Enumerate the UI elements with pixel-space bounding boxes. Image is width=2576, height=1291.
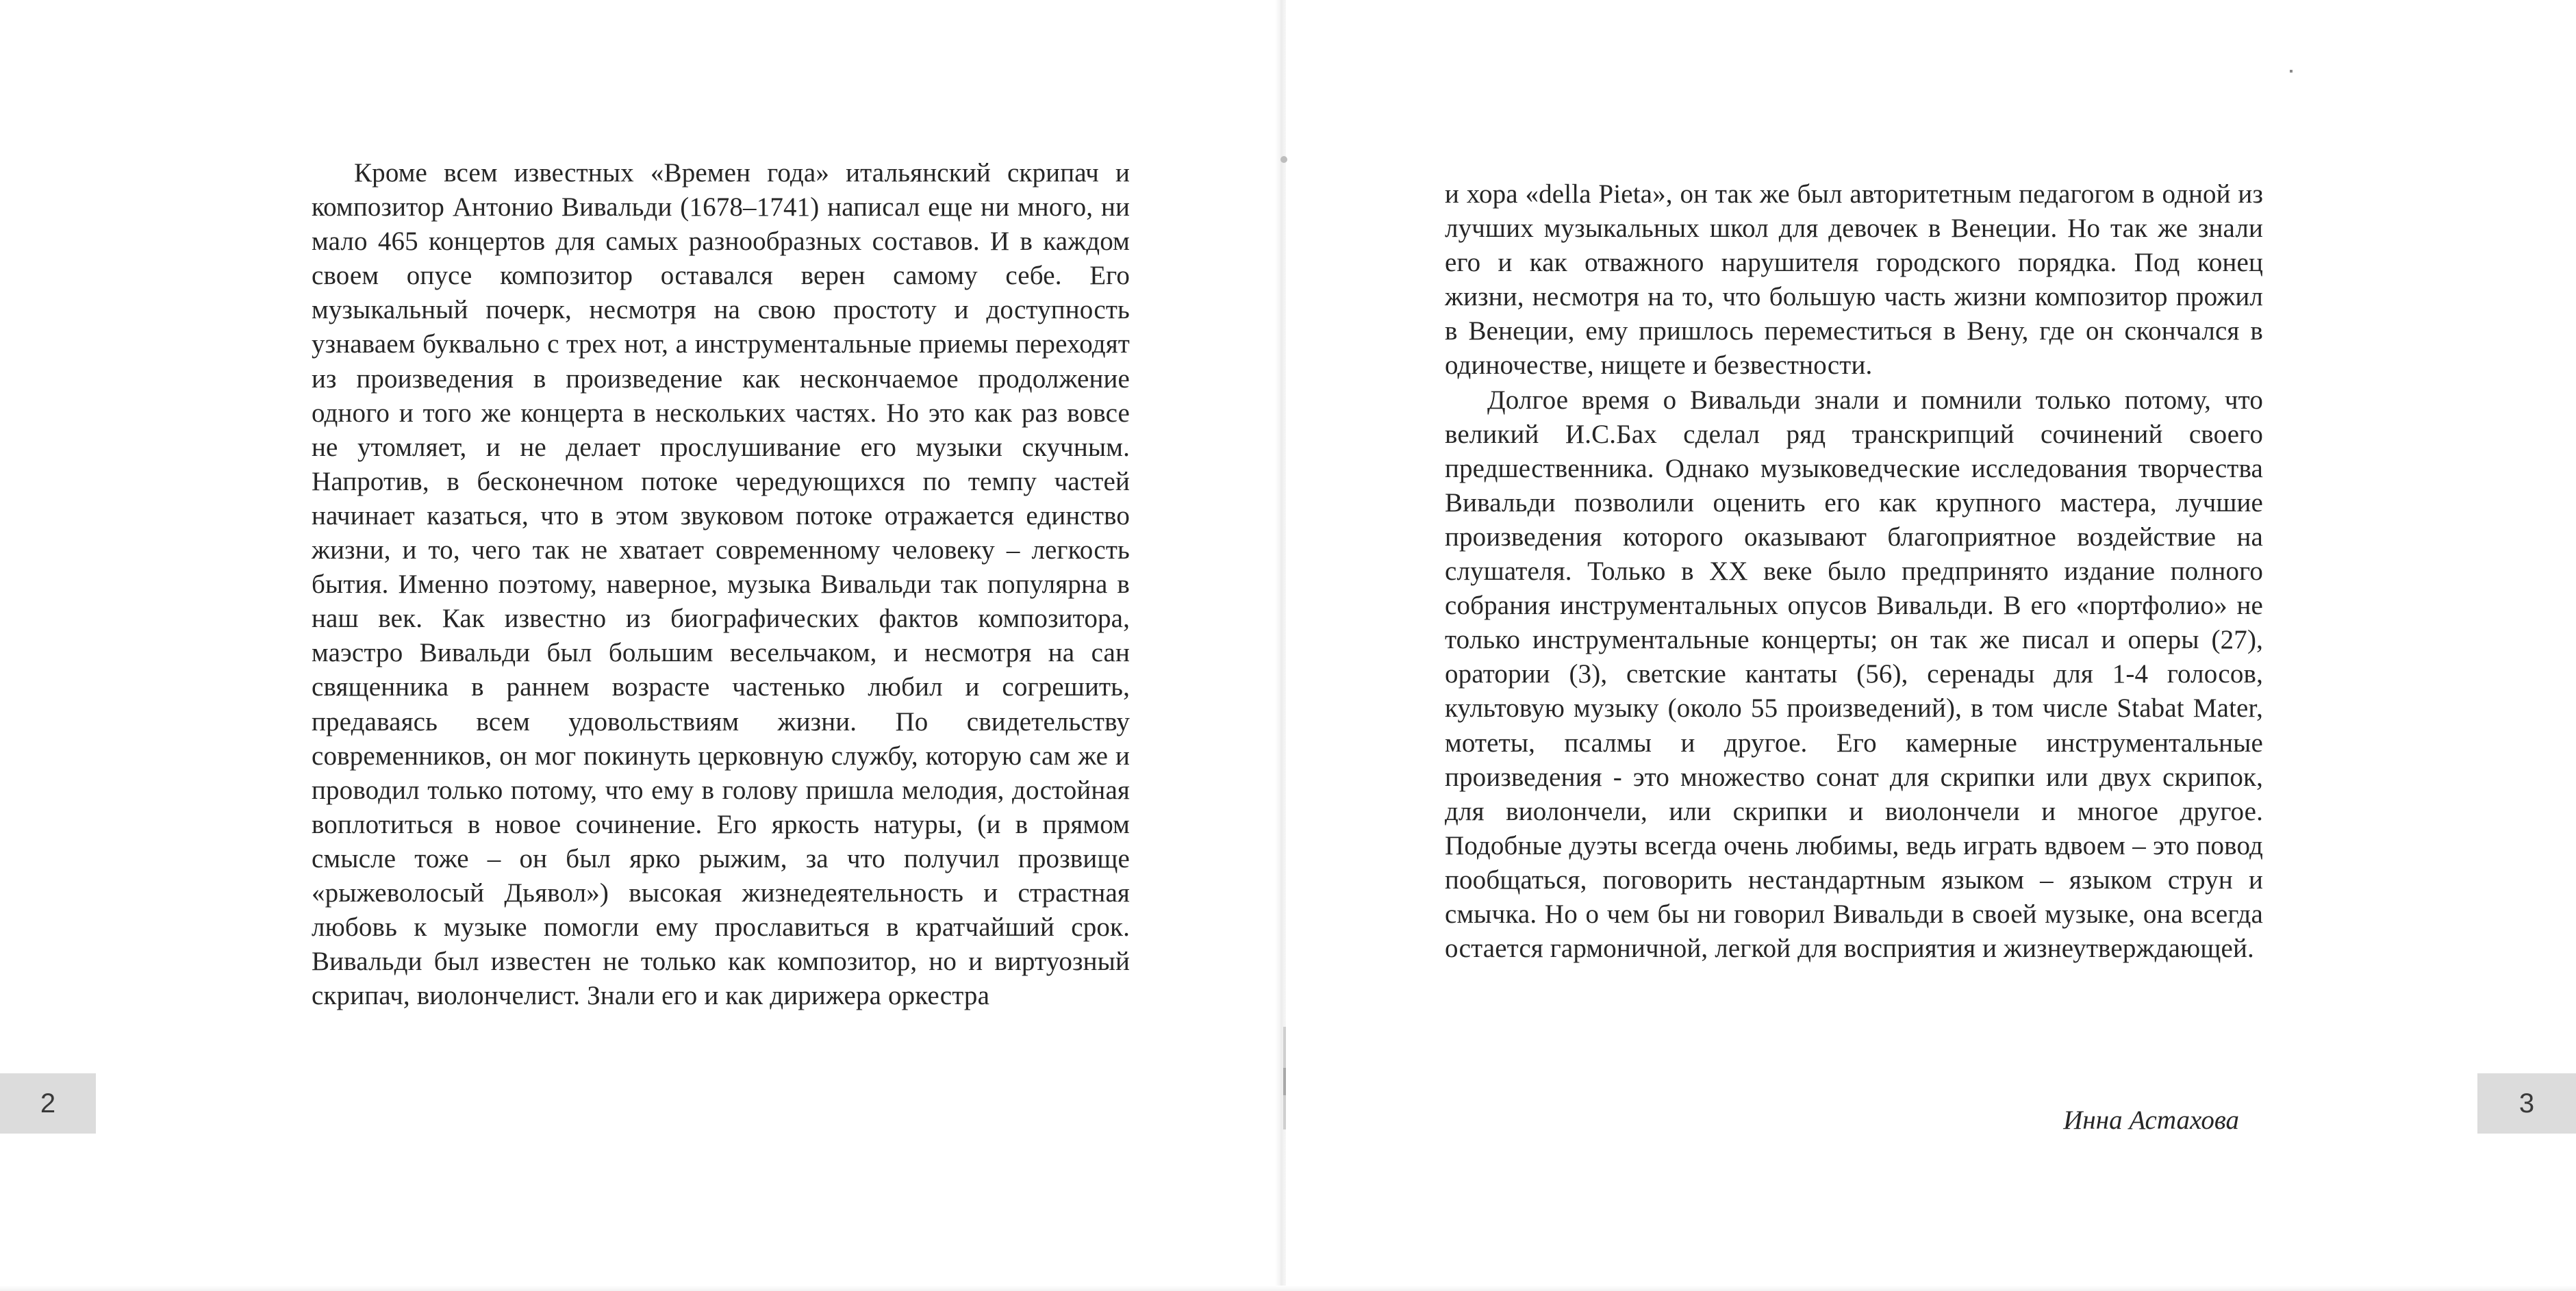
gutter-dot-mark [1280, 156, 1287, 163]
page-bottom-edge [0, 1286, 2576, 1291]
page-number-left: 2 [0, 1073, 96, 1134]
scan-speck [2290, 70, 2293, 73]
gutter-staple-mark [1283, 1068, 1286, 1095]
right-paragraph-2: Долгое время о Вивальди знали и помнили только потому, что великий И.С.Бах сделал ряд транскрипций сочинений своего предшественника. Однако музыковедческие исследования творчества Вивальди позволили оценить его как крупного мастера, лучшие произведения которого оказывают благоприятное воздействие на слушателя. Только в XX веке было предпринято издание полного собрания инструментальных опусов Вивальди. В его «портфолио» не только инструментальные концерты; он так же писал и оперы (27), оратории (3), светские кантаты (56), серенады для 1-4 голосов, культовую музыку (около 55 произведений), в том числе Stabat Mater, мотеты, псалмы и другое. Его камерные инструментальные произведения - это множество сонат для скрипки или двух скрипок, для виолончели, или скрипки и виолончели и многое другое. Подобные дуэты всегда очень любимы, ведь играть вдвоем – это повод пообщаться, поговорить нестандартным языком – языком струн и смычка. Но о чем бы ни говорил Вивальди в своей музыке, она всегда остается гармоничной, легкой для восприятия и жизнеутверждающей. [1445, 385, 2263, 964]
author-signature: Инна Астахова [2063, 1105, 2239, 1135]
left-page-text [312, 156, 1130, 1013]
left-paragraph-1: Кроме всем известных «Времен года» итальянский скрипач и композитор Антонио Вивальди (1678–1741) написал еще ни много, ни мало 465 концертов для самых разнообразных составов. И в каждом своем опусе композитор оставался верен самому себе. Его музыкальный почерк, несмотря на свою простоту и доступность узнаваем буквально с трех нот, а инструментальные приемы переходят из произведения в произведение как нескончаемое продолжение одного и того же концерта в нескольких частях. Но это как раз вовсе не утомляет, и не делает прослушивание его музыки скучным. Напротив, в бесконечном потоке чередующихся по темпу частей начинает казаться, что в этом звуковом потоке отражается единство жизни, и то, чего так не хватает современному человеку – легкость бытия. Именно поэтому, наверное, музыка Вивальди так популярна в наш век. Как известно из биографических фактов композитора, маэстро Вивальди был большим весельчаком, и несмотря на сан священника в раннем возрасте частенько любил и согрешить, предаваясь всем удовольствиям жизни. По свидетельству современников, он мог покинуть церковную службу, которую сам же и проводил только потому, что ему в голову пришла мелодия, достойная воплотиться в новое сочинение. Его яркость натуры, (и в прямом смысле тоже – он был ярко рыжим, за что получил прозвище «рыжеволосый Дьявол») высокая жизнедеятельность и страстная любовь к музыке помогли ему прославиться в кратчайший срок. Вивальди был известен не только как композитор, но и виртуозный скрипач, виолончелист. Знали его и как дирижера оркестра [312, 158, 1130, 1011]
right-paragraph-1: и хора «della Pieta», он так же был авторитетным педагогом в одной из лучших музыкальных школ для девочек в Венеции. Но так же знали его и как отважного нарушителя городского порядка. Под конец жизни, несмотря на то, что большую часть жизни композитор прожил в Венеции, ему пришлось переместиться в Вену, где он скончался в одиночестве, нищете и безвестности. [1445, 179, 2263, 381]
page-number-right: 3 [2477, 1073, 2576, 1134]
right-page-text [1445, 177, 2263, 966]
